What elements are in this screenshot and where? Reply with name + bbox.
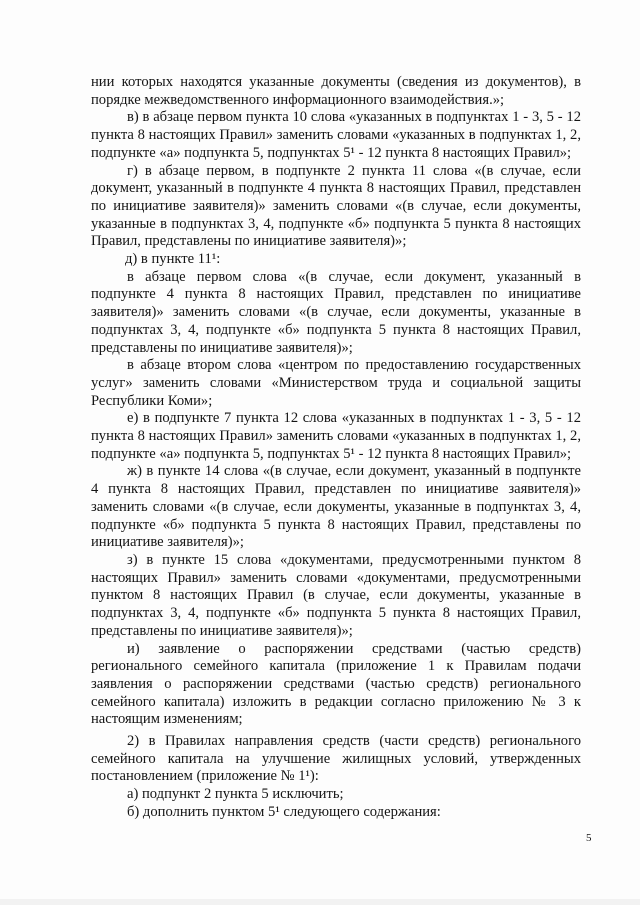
page-number: 5	[586, 832, 592, 844]
paragraph-item-a: а) подпункт 2 пункта 5 исключить;	[127, 786, 344, 803]
paragraph-item-d-first: в абзаце первом слова «(в случае, если документ, указанный в подпункте 4 пункта 8 настоящих Правил, представлен по инициативе заявителя)» заменить словами «(в случае, если документы, указанные в подпунктах 3, 4, подпункте «б» подпункта 5 пункта 8 настоящих Правил, представлены по инициативе заявителя)»;	[91, 268, 581, 356]
paragraph-item-g: г) в абзаце первом, в подпункте 2 пункта 11 слова «(в случае, если документ, указанный в подпункте 4 пункта 8 настоящих Правил, представлен по инициативе заявителя)» заменить словами «(в случае, если документы, указанные в подпунктах 3, 4, подпункте «б» подпункта 5 пункта 8 настоящих Правил, представлены по инициативе заявителя)»;	[91, 162, 581, 250]
paragraph-item-zh: ж) в пункте 14 слова «(в случае, если документ, указанный в подпункте 4 пункта 8 настоящих Правил, представлен по инициативе заявителя)» заменить словами «(в случае, если документы, указанные в подпунктах 3, 4, подпункте «б» подпункта 5 пункта 8 настоящих Правил, представлены по инициативе заявителя)»;	[91, 463, 581, 551]
paragraph-item-e: е) в подпункте 7 пункта 12 слова «указанных в подпунктах 1 - 3, 5 - 12 пункта 8 настоящих Правил» заменить словами «указанных в подпунктах 1, 2, подпункте «а» подпункта 5, подпунктах 5¹ - 12 пункта 8 настоящих Правил»;	[91, 410, 581, 462]
paragraph-section-2: 2) в Правилах направления средств (части средств) регионального семейного капитала на улучшение жилищных условий, утвержденных постановлением (приложение № 1¹):	[91, 733, 581, 785]
paragraph-item-d-second: в абзаце втором слова «центром по предоставлению государственных услуг» заменить словами «Министерством труда и социальной защиты Республики Коми»;	[91, 357, 581, 409]
document-body	[91, 74, 581, 822]
paragraph-item-z: з) в пункте 15 слова «документами, предусмотренными пунктом 8 настоящих Правил» заменить словами «документами, предусмотренными пунктом 8 настоящих Правил (в случае, если документы, указанные в подпунктах 3, 4, подпункте «б» подпункта 5 пункта 8 настоящих Правил, представлены по инициативе заявителя)»;	[91, 551, 581, 639]
paragraph-item-i: и) заявление о распоряжении средствами (частью средств) регионального семейного капитала (приложение 1 к Правилам подачи заявления о распоряжении средствами (частью средств) регионального семейного капитала) изложить в редакции согласно приложению № 3 к настоящим изменениям;	[91, 640, 581, 728]
paragraph-item-v: в) в абзаце первом пункта 10 слова «указанных в подпунктах 1 - 3, 5 - 12 пункта 8 настоящих Правил» заменить словами «указанных в подпунктах 1, 2, подпункте «а» подпункта 5, подпунктах 5¹ - 12 пункта 8 настоящих Правил»;	[91, 109, 581, 161]
scan-edge	[0, 899, 640, 905]
paragraph-continuation: нии которых находятся указанные документы (сведения из документов), в порядке межведомственного информационного взаимодействия.»;	[91, 74, 581, 108]
paragraph-item-d: д) в пункте 11¹:	[125, 251, 221, 268]
paragraph-item-b: б) дополнить пунктом 5¹ следующего содержания:	[127, 803, 441, 820]
